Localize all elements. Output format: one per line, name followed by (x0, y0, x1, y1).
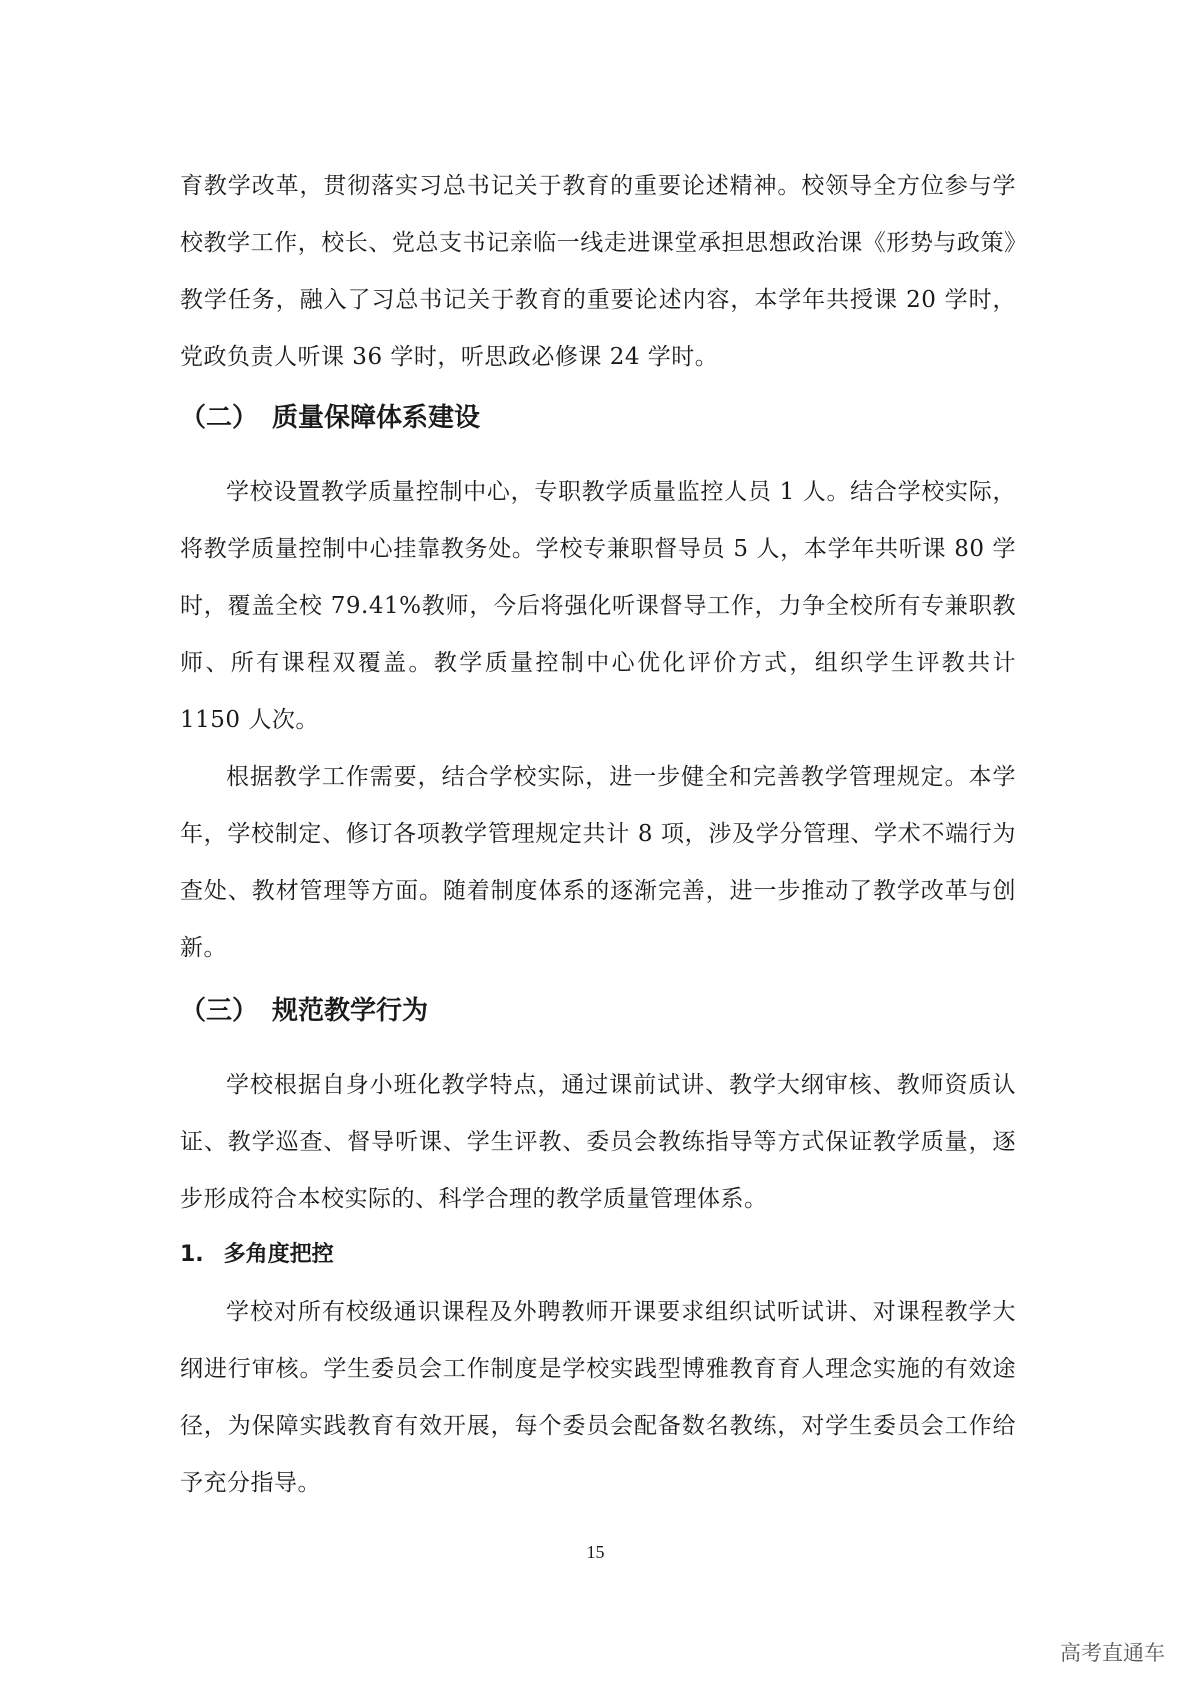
paragraph-small-class-teaching: 学校根据自身小班化教学特点，通过课前试讲、教学大纲审核、教师资质认证、教学巡查、督导听课、学生评教、委员会教练指导等方式保证教学质量，逐步形成符合本校实际的、科学合理的教学质量管理体系。 (180, 1072, 1016, 1212)
subsection-title: 多角度把控 (223, 1242, 334, 1267)
section-heading-quality-assurance (180, 398, 1016, 438)
page-number: 15 (586, 1542, 605, 1562)
section-title: 规范教学行为 (272, 996, 429, 1026)
paragraph-continuation: 育教学改革，贯彻落实习总书记关于教育的重要论述精神。校领导全方位参与学校教学工作，校长、党总支书记亲临一线走进课堂承担思想政治课《形势与政策》教学任务，融入了习总书记关于教育的重要论述内容，本学年共授课 20 学时，党政负责人听课 36 学时，听思政必修课 24 学时。 (180, 173, 1016, 370)
paragraph-quality-control-center: 学校设置教学质量控制中心，专职教学质量监控人员 1 人。结合学校实际，将教学质量控制中心挂靠教务处。学校专兼职督导员 5 人，本学年共听课 80 学时，覆盖全校 79.41%教师，今后将强化听课督导工作，力争全校所有专兼职教师、所有课程双覆盖。教学质量控制中心优化评价方式，组织学生评教共计 1150 人次。 (180, 479, 1016, 733)
page-body (180, 158, 1016, 1512)
subsection-heading-multi-angle-control (180, 1232, 1016, 1278)
paragraph-management-rules: 根据教学工作需要，结合学校实际，进一步健全和完善教学管理规定。本学年，学校制定、修订各项教学管理规定共计 8 项，涉及学分管理、学术不端行为查处、教材管理等方面。随着制度体系的逐渐完善，进一步推动了教学改革与创新。 (180, 764, 1016, 961)
section-heading-teaching-conduct (180, 991, 1016, 1031)
paragraph-trial-lectures: 学校对所有校级通识课程及外聘教师开课要求组织试听试讲、对课程教学大纲进行审核。学生委员会工作制度是学校实践型博雅教育育人理念实施的有效途径，为保障实践教育有效开展，每个委员会配备数名教练，对学生委员会工作给予充分指导。 (180, 1299, 1016, 1496)
section-number: （三） (180, 996, 259, 1026)
section-title: 质量保障体系建设 (272, 403, 481, 433)
watermark-text: 高考直通车 (1060, 1641, 1165, 1665)
section-number: （二） (180, 403, 259, 433)
subsection-number: 1. (180, 1242, 204, 1267)
